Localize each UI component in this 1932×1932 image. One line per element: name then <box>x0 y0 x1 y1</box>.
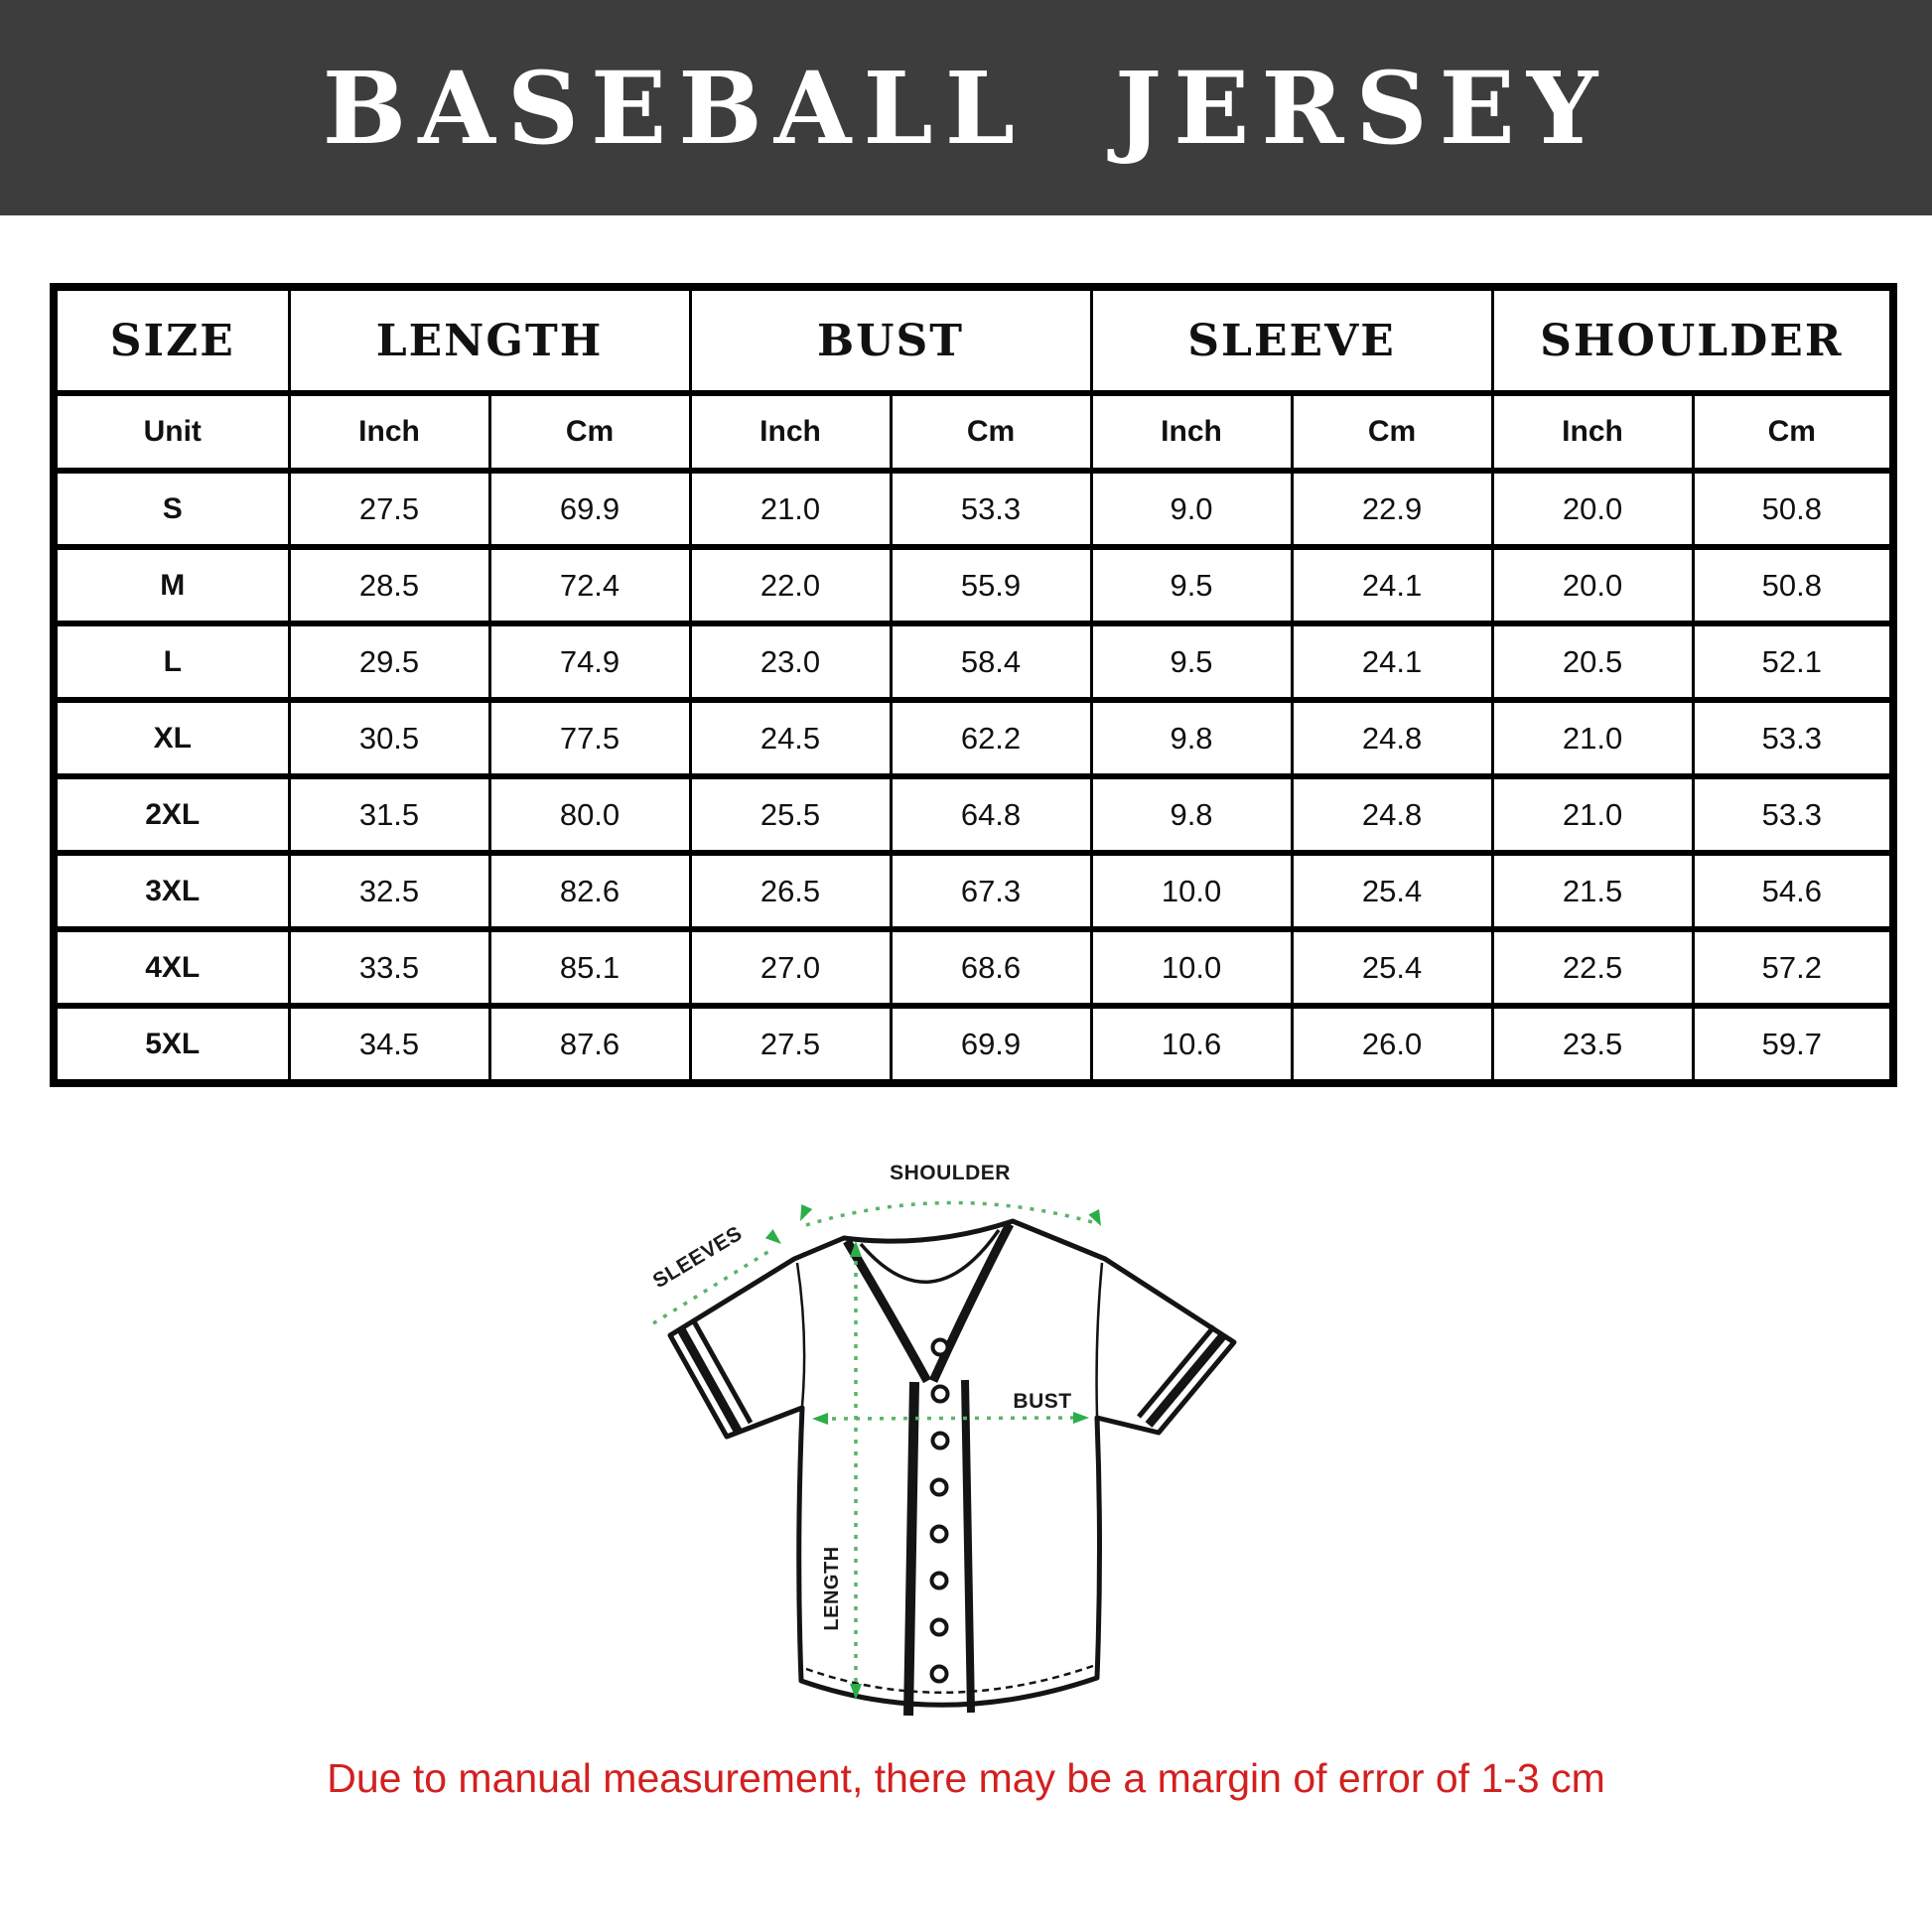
value-cell: 31.5 <box>289 776 489 853</box>
value-cell: 24.1 <box>1292 623 1492 700</box>
value-cell: 20.0 <box>1492 471 1693 547</box>
value-cell: 9.8 <box>1091 700 1292 776</box>
page-title: BASEBALL JERSEY <box>322 49 1610 167</box>
shoulder-measure-arc <box>806 1202 1096 1225</box>
value-cell: 59.7 <box>1693 1006 1893 1083</box>
value-cell: 23.0 <box>690 623 891 700</box>
value-cell: 10.6 <box>1091 1006 1292 1083</box>
value-cell: 69.9 <box>489 471 690 547</box>
value-cell: 24.8 <box>1292 700 1492 776</box>
value-cell: 82.6 <box>489 853 690 929</box>
unit-cell: Cm <box>1693 393 1893 471</box>
value-cell: 27.5 <box>690 1006 891 1083</box>
collar-band-left <box>847 1241 927 1381</box>
jersey-outline <box>670 1221 1234 1705</box>
value-cell: 27.0 <box>690 929 891 1006</box>
bust-label: BUST <box>1013 1390 1072 1413</box>
size-cell: M <box>54 547 289 623</box>
value-cell: 20.0 <box>1492 547 1693 623</box>
length-label: LENGTH <box>821 1546 843 1631</box>
value-cell: 58.4 <box>891 623 1091 700</box>
table-row <box>54 776 1893 853</box>
header-banner <box>0 0 1932 215</box>
value-cell: 68.6 <box>891 929 1091 1006</box>
value-cell: 52.1 <box>1693 623 1893 700</box>
value-cell: 53.3 <box>891 471 1091 547</box>
value-cell: 9.8 <box>1091 776 1292 853</box>
value-cell: 77.5 <box>489 700 690 776</box>
value-cell: 20.5 <box>1492 623 1693 700</box>
value-cell: 22.0 <box>690 547 891 623</box>
table-row <box>54 471 1893 547</box>
value-cell: 33.5 <box>289 929 489 1006</box>
column-group-bust: BUST <box>690 287 1091 393</box>
placket-left-strip <box>908 1382 914 1716</box>
value-cell: 69.9 <box>891 1006 1091 1083</box>
value-cell: 27.5 <box>289 471 489 547</box>
value-cell: 80.0 <box>489 776 690 853</box>
bust-measure-line <box>820 1418 1082 1419</box>
value-cell: 23.5 <box>1492 1006 1693 1083</box>
value-cell: 53.3 <box>1693 776 1893 853</box>
value-cell: 29.5 <box>289 623 489 700</box>
size-chart-table <box>50 283 1897 1087</box>
column-group-sleeve: SLEEVE <box>1091 287 1492 393</box>
value-cell: 9.0 <box>1091 471 1292 547</box>
size-chart-section <box>50 283 1889 1087</box>
value-cell: 10.0 <box>1091 853 1292 929</box>
value-cell: 34.5 <box>289 1006 489 1083</box>
value-cell: 55.9 <box>891 547 1091 623</box>
value-cell: 26.5 <box>690 853 891 929</box>
column-group-row <box>54 287 1893 393</box>
value-cell: 57.2 <box>1693 929 1893 1006</box>
armhole-seam-left <box>797 1263 804 1406</box>
column-group-size: SIZE <box>54 287 289 393</box>
size-cell: XL <box>54 700 289 776</box>
value-cell: 21.0 <box>1492 700 1693 776</box>
unit-cell: Inch <box>289 393 489 471</box>
unit-cell: Inch <box>1492 393 1693 471</box>
size-cell: 3XL <box>54 853 289 929</box>
table-row <box>54 853 1893 929</box>
column-group-shoulder: SHOULDER <box>1492 287 1893 393</box>
armhole-seam-right <box>1097 1263 1102 1416</box>
value-cell: 21.0 <box>1492 776 1693 853</box>
value-cell: 25.5 <box>690 776 891 853</box>
value-cell: 50.8 <box>1693 547 1893 623</box>
value-cell: 24.8 <box>1292 776 1492 853</box>
value-cell: 32.5 <box>289 853 489 929</box>
size-cell: 2XL <box>54 776 289 853</box>
table-row <box>54 1006 1893 1083</box>
unit-row <box>54 393 1893 471</box>
value-cell: 21.5 <box>1492 853 1693 929</box>
size-cell: 5XL <box>54 1006 289 1083</box>
unit-cell: Cm <box>891 393 1091 471</box>
table-row <box>54 700 1893 776</box>
value-cell: 50.8 <box>1693 471 1893 547</box>
value-cell: 10.0 <box>1091 929 1292 1006</box>
value-cell: 64.8 <box>891 776 1091 853</box>
table-row <box>54 623 1893 700</box>
unit-header-cell: Unit <box>54 393 289 471</box>
buttons <box>932 1340 948 1682</box>
table-row <box>54 547 1893 623</box>
value-cell: 22.9 <box>1292 471 1492 547</box>
value-cell: 21.0 <box>690 471 891 547</box>
collar-band-right <box>933 1224 1010 1381</box>
value-cell: 28.5 <box>289 547 489 623</box>
unit-cell: Inch <box>1091 393 1292 471</box>
hem-stitch-line <box>806 1666 1093 1693</box>
unit-cell: Inch <box>690 393 891 471</box>
value-cell: 74.9 <box>489 623 690 700</box>
measurement-note: Due to manual measurement, there may be a margin of error of 1-3 cm <box>327 1755 1605 1801</box>
size-cell: L <box>54 623 289 700</box>
value-cell: 24.5 <box>690 700 891 776</box>
value-cell: 25.4 <box>1292 853 1492 929</box>
unit-cell: Cm <box>489 393 690 471</box>
value-cell: 22.5 <box>1492 929 1693 1006</box>
size-cell: S <box>54 471 289 547</box>
jersey-measurement-diagram <box>616 1132 1261 1827</box>
unit-cell: Cm <box>1292 393 1492 471</box>
value-cell: 54.6 <box>1693 853 1893 929</box>
value-cell: 67.3 <box>891 853 1091 929</box>
value-cell: 26.0 <box>1292 1006 1492 1083</box>
column-group-length: LENGTH <box>289 287 690 393</box>
value-cell: 9.5 <box>1091 547 1292 623</box>
value-cell: 30.5 <box>289 700 489 776</box>
sleeves-label: SLEEVES <box>648 1221 747 1294</box>
value-cell: 62.2 <box>891 700 1091 776</box>
value-cell: 85.1 <box>489 929 690 1006</box>
placket-right-strip <box>965 1380 971 1713</box>
value-cell: 87.6 <box>489 1006 690 1083</box>
value-cell: 24.1 <box>1292 547 1492 623</box>
value-cell: 72.4 <box>489 547 690 623</box>
jersey-diagram-svg <box>616 1132 1261 1827</box>
size-cell: 4XL <box>54 929 289 1006</box>
shoulder-label: SHOULDER <box>890 1162 1011 1184</box>
table-row <box>54 929 1893 1006</box>
value-cell: 25.4 <box>1292 929 1492 1006</box>
value-cell: 9.5 <box>1091 623 1292 700</box>
value-cell: 53.3 <box>1693 700 1893 776</box>
